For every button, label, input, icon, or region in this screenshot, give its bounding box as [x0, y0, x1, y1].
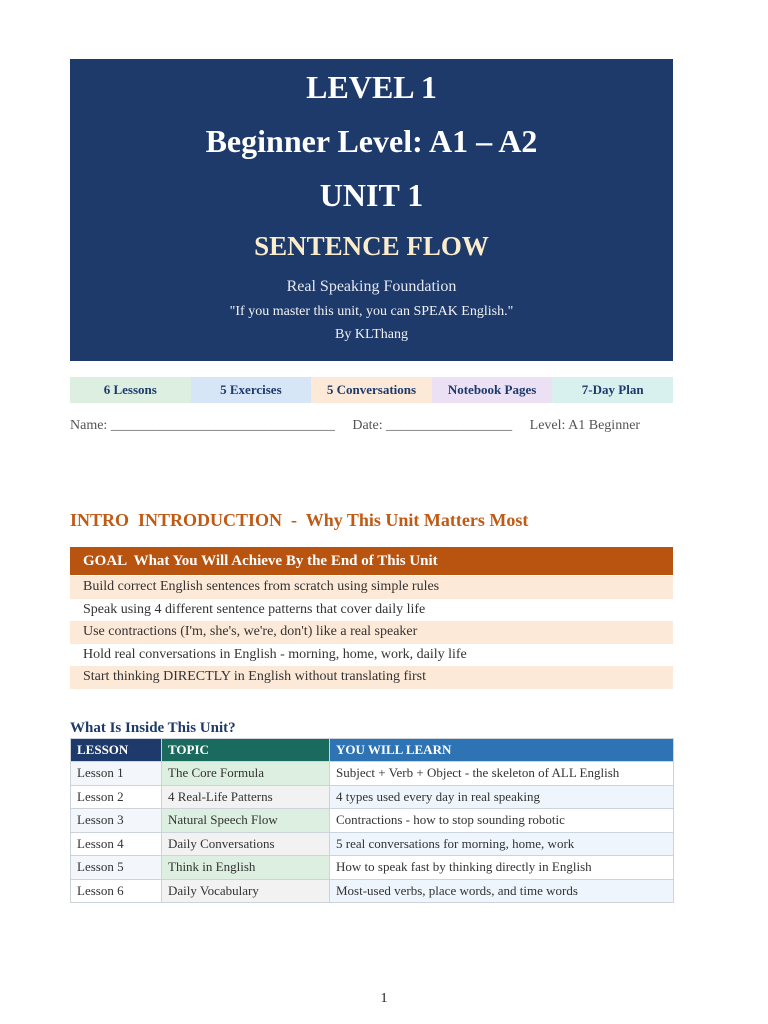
- goal-item: Start thinking DIRECTLY in English without translating first: [70, 666, 673, 689]
- header-topic: TOPIC: [162, 739, 330, 762]
- date-field[interactable]: Date: __________________: [352, 418, 513, 433]
- tag-lessons: 6 Lessons: [70, 377, 191, 403]
- title-banner: [70, 59, 673, 361]
- cell-topic: Think in English: [162, 856, 330, 880]
- cell-topic: The Core Formula: [162, 762, 330, 786]
- cell-lesson: Lesson 3: [71, 809, 162, 833]
- cell-learn: Subject + Verb + Object - the skeleton of ALL English: [330, 762, 674, 786]
- table-row: [71, 809, 674, 833]
- unit-heading: UNIT 1: [319, 177, 424, 213]
- unit-quote: "If you master this unit, you can SPEAK English.": [229, 304, 514, 319]
- cell-topic: Daily Conversations: [162, 832, 330, 856]
- tag-exercises: 5 Exercises: [191, 377, 312, 403]
- level-label: Level: A1 Beginner: [529, 418, 641, 433]
- cell-learn: Most-used verbs, place words, and time words: [330, 879, 674, 903]
- cell-lesson: Lesson 4: [71, 832, 162, 856]
- header-you-will-learn: YOU WILL LEARN: [330, 739, 674, 762]
- student-info-line: [70, 418, 690, 434]
- cell-topic: 4 Real-Life Patterns: [162, 785, 330, 809]
- tag-day-plan: 7-Day Plan: [552, 377, 673, 403]
- goal-item: Speak using 4 different sentence patterns that cover daily life: [83, 601, 426, 617]
- cell-lesson: Lesson 6: [71, 879, 162, 903]
- cell-topic: Natural Speech Flow: [162, 809, 330, 833]
- cell-learn: How to speak fast by thinking directly in English: [330, 856, 674, 880]
- cell-lesson: Lesson 5: [71, 856, 162, 880]
- cell-learn: 4 types used every day in real speaking: [330, 785, 674, 809]
- cell-lesson: Lesson 2: [71, 785, 162, 809]
- intro-section-title: INTRO INTRODUCTION - Why This Unit Matters Most: [70, 510, 529, 530]
- goal-item: Build correct English sentences from scratch using simple rules: [70, 576, 673, 599]
- tag-notebook-pages: Notebook Pages: [432, 377, 553, 403]
- unit-contents-tags: [70, 377, 673, 403]
- page-number: 1: [380, 991, 388, 1006]
- table-header-row: [71, 739, 674, 762]
- cell-topic: Daily Vocabulary: [162, 879, 330, 903]
- unit-lessons-table: [70, 738, 674, 903]
- table-row: [71, 785, 674, 809]
- tag-conversations: 5 Conversations: [311, 377, 432, 403]
- beginner-level-heading: Beginner Level: A1 – A2: [205, 123, 538, 159]
- unit-subtitle: Real Speaking Foundation: [286, 278, 457, 295]
- header-lesson: LESSON: [71, 739, 162, 762]
- unit-table-title: What Is Inside This Unit?: [70, 720, 236, 736]
- goal-heading: GOAL What You Will Achieve By the End of This Unit: [70, 547, 673, 575]
- table-row: [71, 832, 674, 856]
- goal-item: Use contractions (I'm, she's, we're, don't) like a real speaker: [70, 621, 673, 644]
- cell-learn: 5 real conversations for morning, home, work: [330, 832, 674, 856]
- table-row: [71, 879, 674, 903]
- table-row: [71, 762, 674, 786]
- level-heading: LEVEL 1: [306, 69, 437, 105]
- goal-item: Hold real conversations in English - morning, home, work, daily life: [83, 646, 467, 662]
- unit-title: SENTENCE FLOW: [254, 231, 489, 261]
- cell-lesson: Lesson 1: [71, 762, 162, 786]
- table-row: [71, 856, 674, 880]
- author-line: By KLThang: [335, 327, 408, 342]
- cell-learn: Contractions - how to stop sounding robotic: [330, 809, 674, 833]
- name-field[interactable]: Name: ________________________________: [70, 418, 335, 433]
- goal-list: [70, 576, 673, 689]
